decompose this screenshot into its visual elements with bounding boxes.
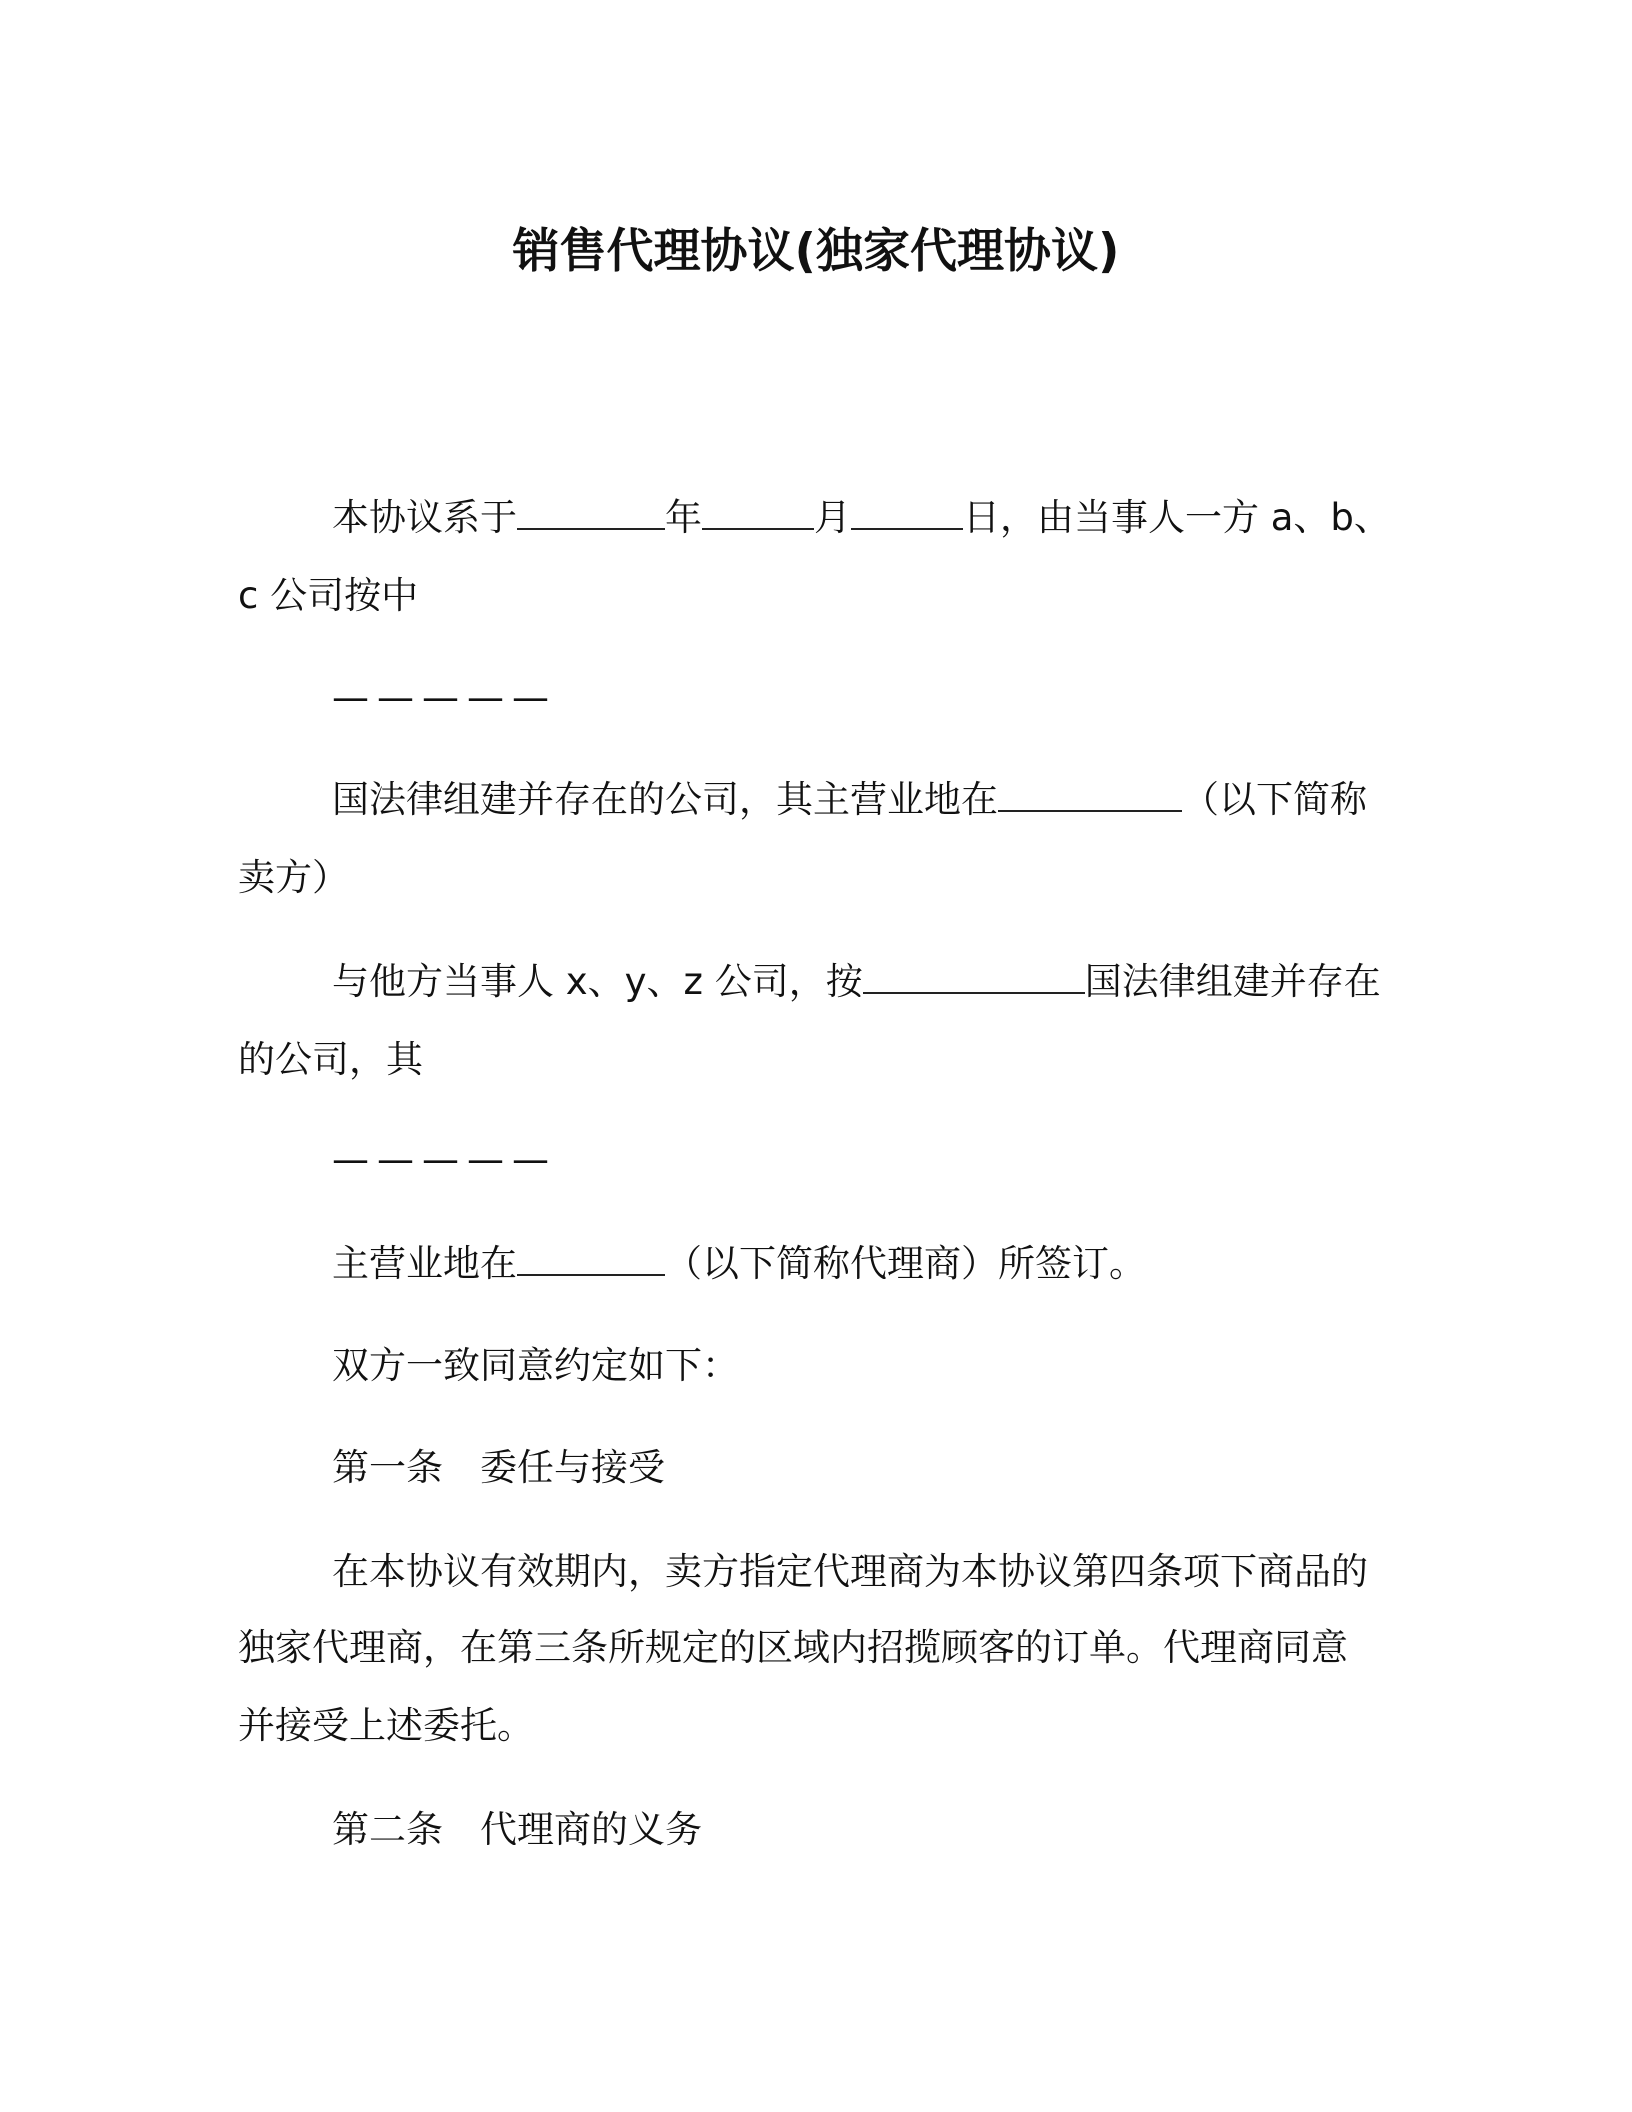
paragraph-continuation: 卖方） — [238, 856, 349, 899]
blank-day — [851, 496, 963, 530]
dash-separator: ————— — [332, 676, 557, 719]
text-segment: 与他方当事人 x、y、z 公司，按 — [332, 960, 863, 1003]
paragraph-agent-address-line — [332, 1238, 1146, 1290]
text-segment: 日，由当事人一方 a、b、 — [963, 496, 1391, 539]
text-segment: 主营业地在 — [332, 1242, 517, 1285]
document-title: 销售代理协议(独家代理协议) — [512, 224, 1120, 279]
blank-agent-address — [517, 1242, 665, 1276]
blank-month — [702, 496, 814, 530]
blank-year — [517, 496, 665, 530]
paragraph-seller-line — [332, 774, 1367, 826]
text-segment: 月 — [814, 496, 851, 539]
paragraph-date-line — [332, 492, 1391, 544]
text-segment: 国法律组建并存在 — [1084, 960, 1381, 1003]
text-segment: （以下简称 — [1182, 778, 1367, 821]
dash-separator: ————— — [332, 1138, 557, 1181]
paragraph-continuation: c 公司按中 — [238, 574, 419, 617]
blank-agent-country — [863, 960, 1085, 994]
blank-seller-address — [998, 778, 1182, 812]
article-1-body-line: 在本协议有效期内，卖方指定代理商为本协议第四条项下商品的 — [332, 1550, 1368, 1593]
article-1-heading: 第一条 委任与接受 — [332, 1446, 665, 1489]
article-1-body-line: 并接受上述委托。 — [238, 1704, 534, 1747]
text-segment: 国法律组建并存在的公司，其主营业地在 — [332, 778, 998, 821]
paragraph-continuation: 的公司，其 — [238, 1038, 423, 1081]
text-segment: （以下简称代理商）所签订。 — [665, 1242, 1146, 1285]
paragraph-agent-line — [332, 956, 1381, 1008]
text-segment: 本协议系于 — [332, 496, 517, 539]
paragraph-agreement-intro: 双方一致同意约定如下： — [332, 1344, 739, 1387]
article-1-body-line: 独家代理商，在第三条所规定的区域内招揽顾客的订单。代理商同意 — [238, 1626, 1348, 1669]
text-segment: 年 — [665, 496, 702, 539]
article-2-heading: 第二条 代理商的义务 — [332, 1808, 702, 1851]
